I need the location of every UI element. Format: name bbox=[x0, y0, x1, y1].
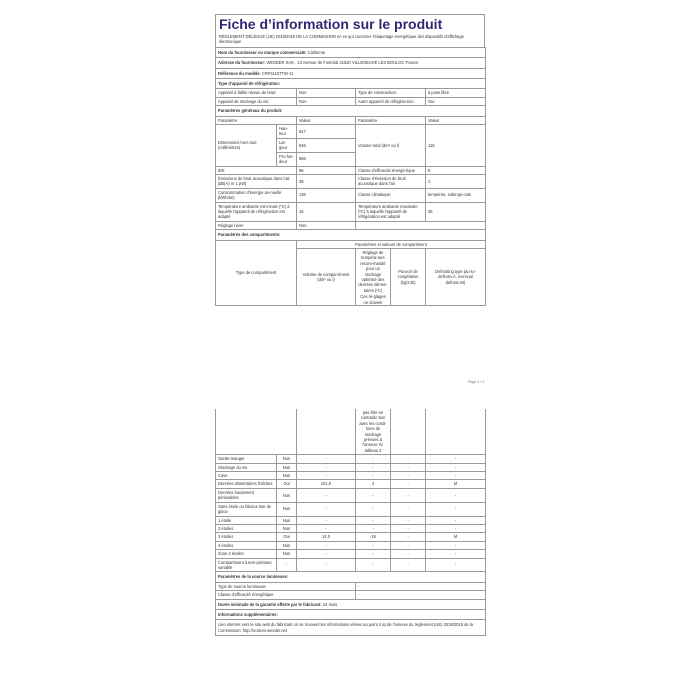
compartment-defrost: - bbox=[426, 524, 486, 532]
other-appliance-label: Autre appareil de réfrigéra-tion: bbox=[356, 97, 426, 105]
compartment-volume: 101,0 bbox=[297, 480, 356, 488]
compartment-freeze: - bbox=[391, 488, 426, 502]
compartment-present: - bbox=[277, 558, 297, 572]
compartment-present: Non bbox=[277, 463, 297, 471]
compartment-row bbox=[216, 550, 486, 558]
additional-info-text: Lien internet vers le site web du fabricant où se trouvent les informations visées au point 4 a) de l'annexe du règlement (UE) 2019/2019 de la Commission: bbox=[218, 622, 473, 633]
climate-class-value: tempérée, subtropi-cale bbox=[426, 188, 486, 202]
col-temperature-continued: pas être en contradic-tion avec les condi-tions de stockage prévues à l'annexe IV, tableau 3 bbox=[356, 409, 391, 455]
compartments-table bbox=[215, 409, 486, 636]
light-type-value: - bbox=[356, 582, 486, 590]
compartment-defrost: - bbox=[426, 516, 486, 524]
supplier-row bbox=[216, 47, 486, 57]
compartment-group-header bbox=[216, 240, 486, 248]
param-row bbox=[216, 166, 486, 174]
height-label: Hau-teur bbox=[277, 125, 297, 139]
empty-cell bbox=[216, 409, 297, 455]
param-row bbox=[216, 221, 486, 229]
param-row bbox=[216, 174, 486, 188]
compartment-present: Non bbox=[277, 524, 297, 532]
compartment-row bbox=[216, 463, 486, 471]
compartment-type: 3 étoiles bbox=[216, 533, 277, 541]
col-temperature-text: Réglage de tempéra-ture recom-mandé pour un stockage optimisé des denrées alimen-taires (ºC) bbox=[358, 249, 388, 293]
col-param-2: Paramètre bbox=[356, 116, 426, 124]
energy-class-label: Classe d'efficacité énergé-tique bbox=[356, 166, 426, 174]
construction-label: Type de construction: bbox=[356, 89, 426, 97]
compartment-type: Denrées hautement périssables bbox=[216, 488, 277, 502]
page-2 bbox=[215, 409, 485, 636]
construction-value: à pose libre bbox=[426, 89, 486, 97]
compartment-type: Stockage du vin bbox=[216, 463, 277, 471]
compartment-defrost: - bbox=[426, 502, 486, 516]
col-freezing: Pouvoir de congélation (kg/24h) bbox=[391, 248, 426, 305]
compartment-temp: - bbox=[356, 502, 391, 516]
max-temp-label: Température ambiante maximale (ºC) à laquelle l'appareil de réfrigération est adapté bbox=[356, 202, 426, 221]
width-label: Lar-geur bbox=[277, 138, 297, 152]
light-source-row bbox=[216, 591, 486, 599]
empty-cell bbox=[426, 409, 486, 455]
compartment-volume: - bbox=[297, 541, 356, 549]
compartment-freeze: - bbox=[391, 480, 426, 488]
product-info-table bbox=[215, 47, 486, 306]
compartment-defrost: - bbox=[426, 558, 486, 572]
noise-emission-value: 39 bbox=[297, 174, 356, 188]
compartment-volume: - bbox=[297, 550, 356, 558]
light-class-value: - bbox=[356, 591, 486, 599]
appliance-row bbox=[216, 97, 486, 105]
additional-info-heading: Informations supplémentaires: bbox=[216, 609, 486, 619]
noise-class-value: C bbox=[426, 174, 486, 188]
model-value: CRF5115TTW-11 bbox=[261, 70, 294, 76]
compartment-freeze: - bbox=[391, 524, 426, 532]
compartment-row bbox=[216, 533, 486, 541]
compartment-type: Compartiment à tem-pérature variable bbox=[216, 558, 277, 572]
dimensions-label: Dimensions hors tout (millimètres) bbox=[216, 125, 277, 166]
compartment-freeze: - bbox=[391, 516, 426, 524]
compartment-defrost: M bbox=[426, 480, 486, 488]
compartment-row bbox=[216, 455, 486, 463]
compartment-volume: - bbox=[297, 524, 356, 532]
compartment-freeze: - bbox=[391, 541, 426, 549]
width-value: 546 bbox=[297, 138, 356, 152]
compartment-row bbox=[216, 524, 486, 532]
param-row bbox=[216, 188, 486, 202]
other-appliance-value: Oui bbox=[426, 97, 486, 105]
compartment-volume: - bbox=[297, 558, 356, 572]
compartment-defrost: - bbox=[426, 455, 486, 463]
supplier-label: Nom du fournisseur ou marque commerciale: bbox=[218, 49, 307, 55]
compartment-freeze: - bbox=[391, 550, 426, 558]
address-row bbox=[216, 58, 486, 68]
compartment-defrost: - bbox=[426, 463, 486, 471]
compartment-volume: - bbox=[297, 472, 356, 480]
regulation-text: RÈGLEMENT DÉLÉGUÉ (UE) 2019/2016 DE LA COMMISSION en ce qui concerne l'étiquetage énergétique des dispositifs d'affichage électronique bbox=[215, 33, 485, 47]
compartments-heading: Paramètres des compartiments: bbox=[216, 230, 486, 240]
compartment-present: Non bbox=[277, 502, 297, 516]
compartment-freeze: - bbox=[391, 558, 426, 572]
compartment-present: Non bbox=[277, 550, 297, 558]
compartment-present: Non bbox=[277, 541, 297, 549]
compartment-volume: - bbox=[297, 455, 356, 463]
compartment-volume: - bbox=[297, 502, 356, 516]
compartment-volume: - bbox=[297, 516, 356, 524]
eei-value: 98 bbox=[297, 166, 356, 174]
light-source-row bbox=[216, 582, 486, 590]
page-number: Page 1 / 2 bbox=[468, 380, 485, 384]
compartment-present: Non bbox=[277, 488, 297, 502]
col-temperature bbox=[356, 248, 391, 305]
col-value-2: Valeur bbox=[426, 116, 486, 124]
low-noise-value: Non bbox=[297, 89, 356, 97]
compartment-temp: - bbox=[356, 541, 391, 549]
eei-label: IEE bbox=[216, 166, 297, 174]
compartment-present: Non bbox=[277, 455, 297, 463]
compartment-row bbox=[216, 502, 486, 516]
additional-info-row bbox=[216, 620, 486, 636]
warranty-row bbox=[216, 599, 486, 609]
energy-class-value: E bbox=[426, 166, 486, 174]
compartment-defrost: - bbox=[426, 472, 486, 480]
compartment-temp: - bbox=[356, 558, 391, 572]
compartment-freeze: - bbox=[391, 533, 426, 541]
compartment-type: Sans étoile ou fabrica-tion de glace bbox=[216, 502, 277, 516]
address-label: Adresse du fournisseur: bbox=[218, 60, 266, 66]
compartment-row bbox=[216, 516, 486, 524]
empty-cell bbox=[391, 409, 426, 455]
address-value: WESDER SAS , 13 Avenue de Fontréal 31620 VILLENEUVE LES BOULOC France bbox=[266, 60, 419, 66]
dimension-row bbox=[216, 125, 486, 139]
manufacturer-link[interactable]: http://notices.wesder.net bbox=[242, 627, 287, 633]
compartment-volume: 14,0 bbox=[297, 533, 356, 541]
max-temp-value: 38 bbox=[426, 202, 486, 221]
general-params-heading: Paramètres généraux du produit: bbox=[216, 106, 486, 116]
height-value: 847 bbox=[297, 125, 356, 139]
low-noise-label: Appareil à faible niveau de bruit: bbox=[216, 89, 297, 97]
model-row bbox=[216, 68, 486, 78]
min-temp-label: Température ambiante mini-male (ºC) à laquelle l'appareil de réfrigération est adapté bbox=[216, 202, 297, 221]
depth-value: 556 bbox=[297, 152, 356, 166]
param-row bbox=[216, 202, 486, 221]
energy-consumption-value: 136 bbox=[297, 188, 356, 202]
compartment-temp: -18 bbox=[356, 533, 391, 541]
compartment-temp: - bbox=[356, 455, 391, 463]
energy-consumption-label: Consommation d'énergie an-nuelle (kWh/an) bbox=[216, 188, 297, 202]
winter-setting-value: Non bbox=[297, 221, 356, 229]
supplier-value: California bbox=[307, 49, 325, 55]
compartment-defrost: - bbox=[426, 541, 486, 549]
warranty-value: 24 mois bbox=[322, 601, 338, 607]
compartment-row bbox=[216, 480, 486, 488]
light-type-label: Type de source lumineuse bbox=[216, 582, 356, 590]
compartment-freeze: - bbox=[391, 502, 426, 516]
volume-value: 115 bbox=[426, 125, 486, 166]
compartment-volume: - bbox=[297, 463, 356, 471]
page-title: Fiche d’information sur le produit bbox=[215, 14, 485, 33]
compartment-temp: - bbox=[356, 516, 391, 524]
compartment-row bbox=[216, 558, 486, 572]
compartment-type: Zone 2 étoiles bbox=[216, 550, 277, 558]
light-class-label: Classe d'efficacité énergétique bbox=[216, 591, 356, 599]
climate-class-label: Classe climatique: bbox=[356, 188, 426, 202]
col-compartment-type: Type de compartiment bbox=[216, 240, 297, 305]
noise-emission-label: Émissions de bruit acoustique dans l'air [dB(A) re 1 pW] bbox=[216, 174, 297, 188]
general-header-row bbox=[216, 116, 486, 124]
depth-label: Pro-fon-deur bbox=[277, 152, 297, 166]
compartment-row bbox=[216, 541, 486, 549]
compartment-type: Garde-manger bbox=[216, 455, 277, 463]
min-temp-value: 16 bbox=[297, 202, 356, 221]
compartment-present: Oui bbox=[277, 533, 297, 541]
compartment-freeze: - bbox=[391, 472, 426, 480]
light-source-heading: Paramètres de la source lumineuse: bbox=[216, 572, 486, 582]
compartment-freeze: - bbox=[391, 463, 426, 471]
compartment-group-label: Paramètres et valeurs de compartiment bbox=[297, 240, 486, 248]
compartment-volume: - bbox=[297, 488, 356, 502]
compartment-temp: - bbox=[356, 472, 391, 480]
appliance-row bbox=[216, 89, 486, 97]
volume-label: Volume total (dm³ ou l) bbox=[356, 125, 426, 166]
warranty-label: Durée minimale de la garantie offerte par le fabricant: bbox=[218, 601, 322, 607]
compartment-temp: - bbox=[356, 524, 391, 532]
col-value: Valeur bbox=[297, 116, 356, 124]
compartment-type: 1 étoile bbox=[216, 516, 277, 524]
model-label: Référence du modèle: bbox=[218, 70, 261, 76]
compartment-type: Cave bbox=[216, 472, 277, 480]
compartment-present: Non bbox=[277, 516, 297, 524]
compartment-temp: - bbox=[356, 550, 391, 558]
compartment-type: Denrées alimentaires fraîches bbox=[216, 480, 277, 488]
page-1 bbox=[215, 14, 485, 306]
col-defrost: Defrosting type (au-to-defrost=A, ma-nual defrost=M) bbox=[426, 248, 486, 305]
compartment-temp: 4 bbox=[356, 480, 391, 488]
compartment-row bbox=[216, 488, 486, 502]
compartment-row bbox=[216, 472, 486, 480]
compartment-present: Oui bbox=[277, 480, 297, 488]
compartment-defrost: - bbox=[426, 488, 486, 502]
col-param: Paramètre bbox=[216, 116, 297, 124]
compartment-freeze: - bbox=[391, 455, 426, 463]
compartment-header-continued bbox=[216, 409, 486, 455]
compartment-temp: - bbox=[356, 463, 391, 471]
col-temperature-note: Ces ré-glages ne doivent bbox=[360, 294, 386, 305]
empty-cell bbox=[297, 409, 356, 455]
empty-cell bbox=[356, 221, 486, 229]
compartment-temp: - bbox=[356, 488, 391, 502]
compartment-defrost: - bbox=[426, 550, 486, 558]
appliance-type-heading: Type d'appareil de réfrigération: bbox=[216, 79, 486, 89]
wine-storage-label: Appareil de stockage du vin: bbox=[216, 97, 297, 105]
compartment-defrost: M bbox=[426, 533, 486, 541]
compartment-present: Non bbox=[277, 472, 297, 480]
col-volume: Volume de compar-timent (dm³ ou l) bbox=[297, 248, 356, 305]
noise-class-label: Classe d'émission de bruit acoustique dans l'air bbox=[356, 174, 426, 188]
compartment-type: 4 étoiles bbox=[216, 541, 277, 549]
wine-storage-value: Non bbox=[297, 97, 356, 105]
winter-setting-label: Réglage hiver bbox=[216, 221, 297, 229]
compartment-type: 2 étoiles bbox=[216, 524, 277, 532]
